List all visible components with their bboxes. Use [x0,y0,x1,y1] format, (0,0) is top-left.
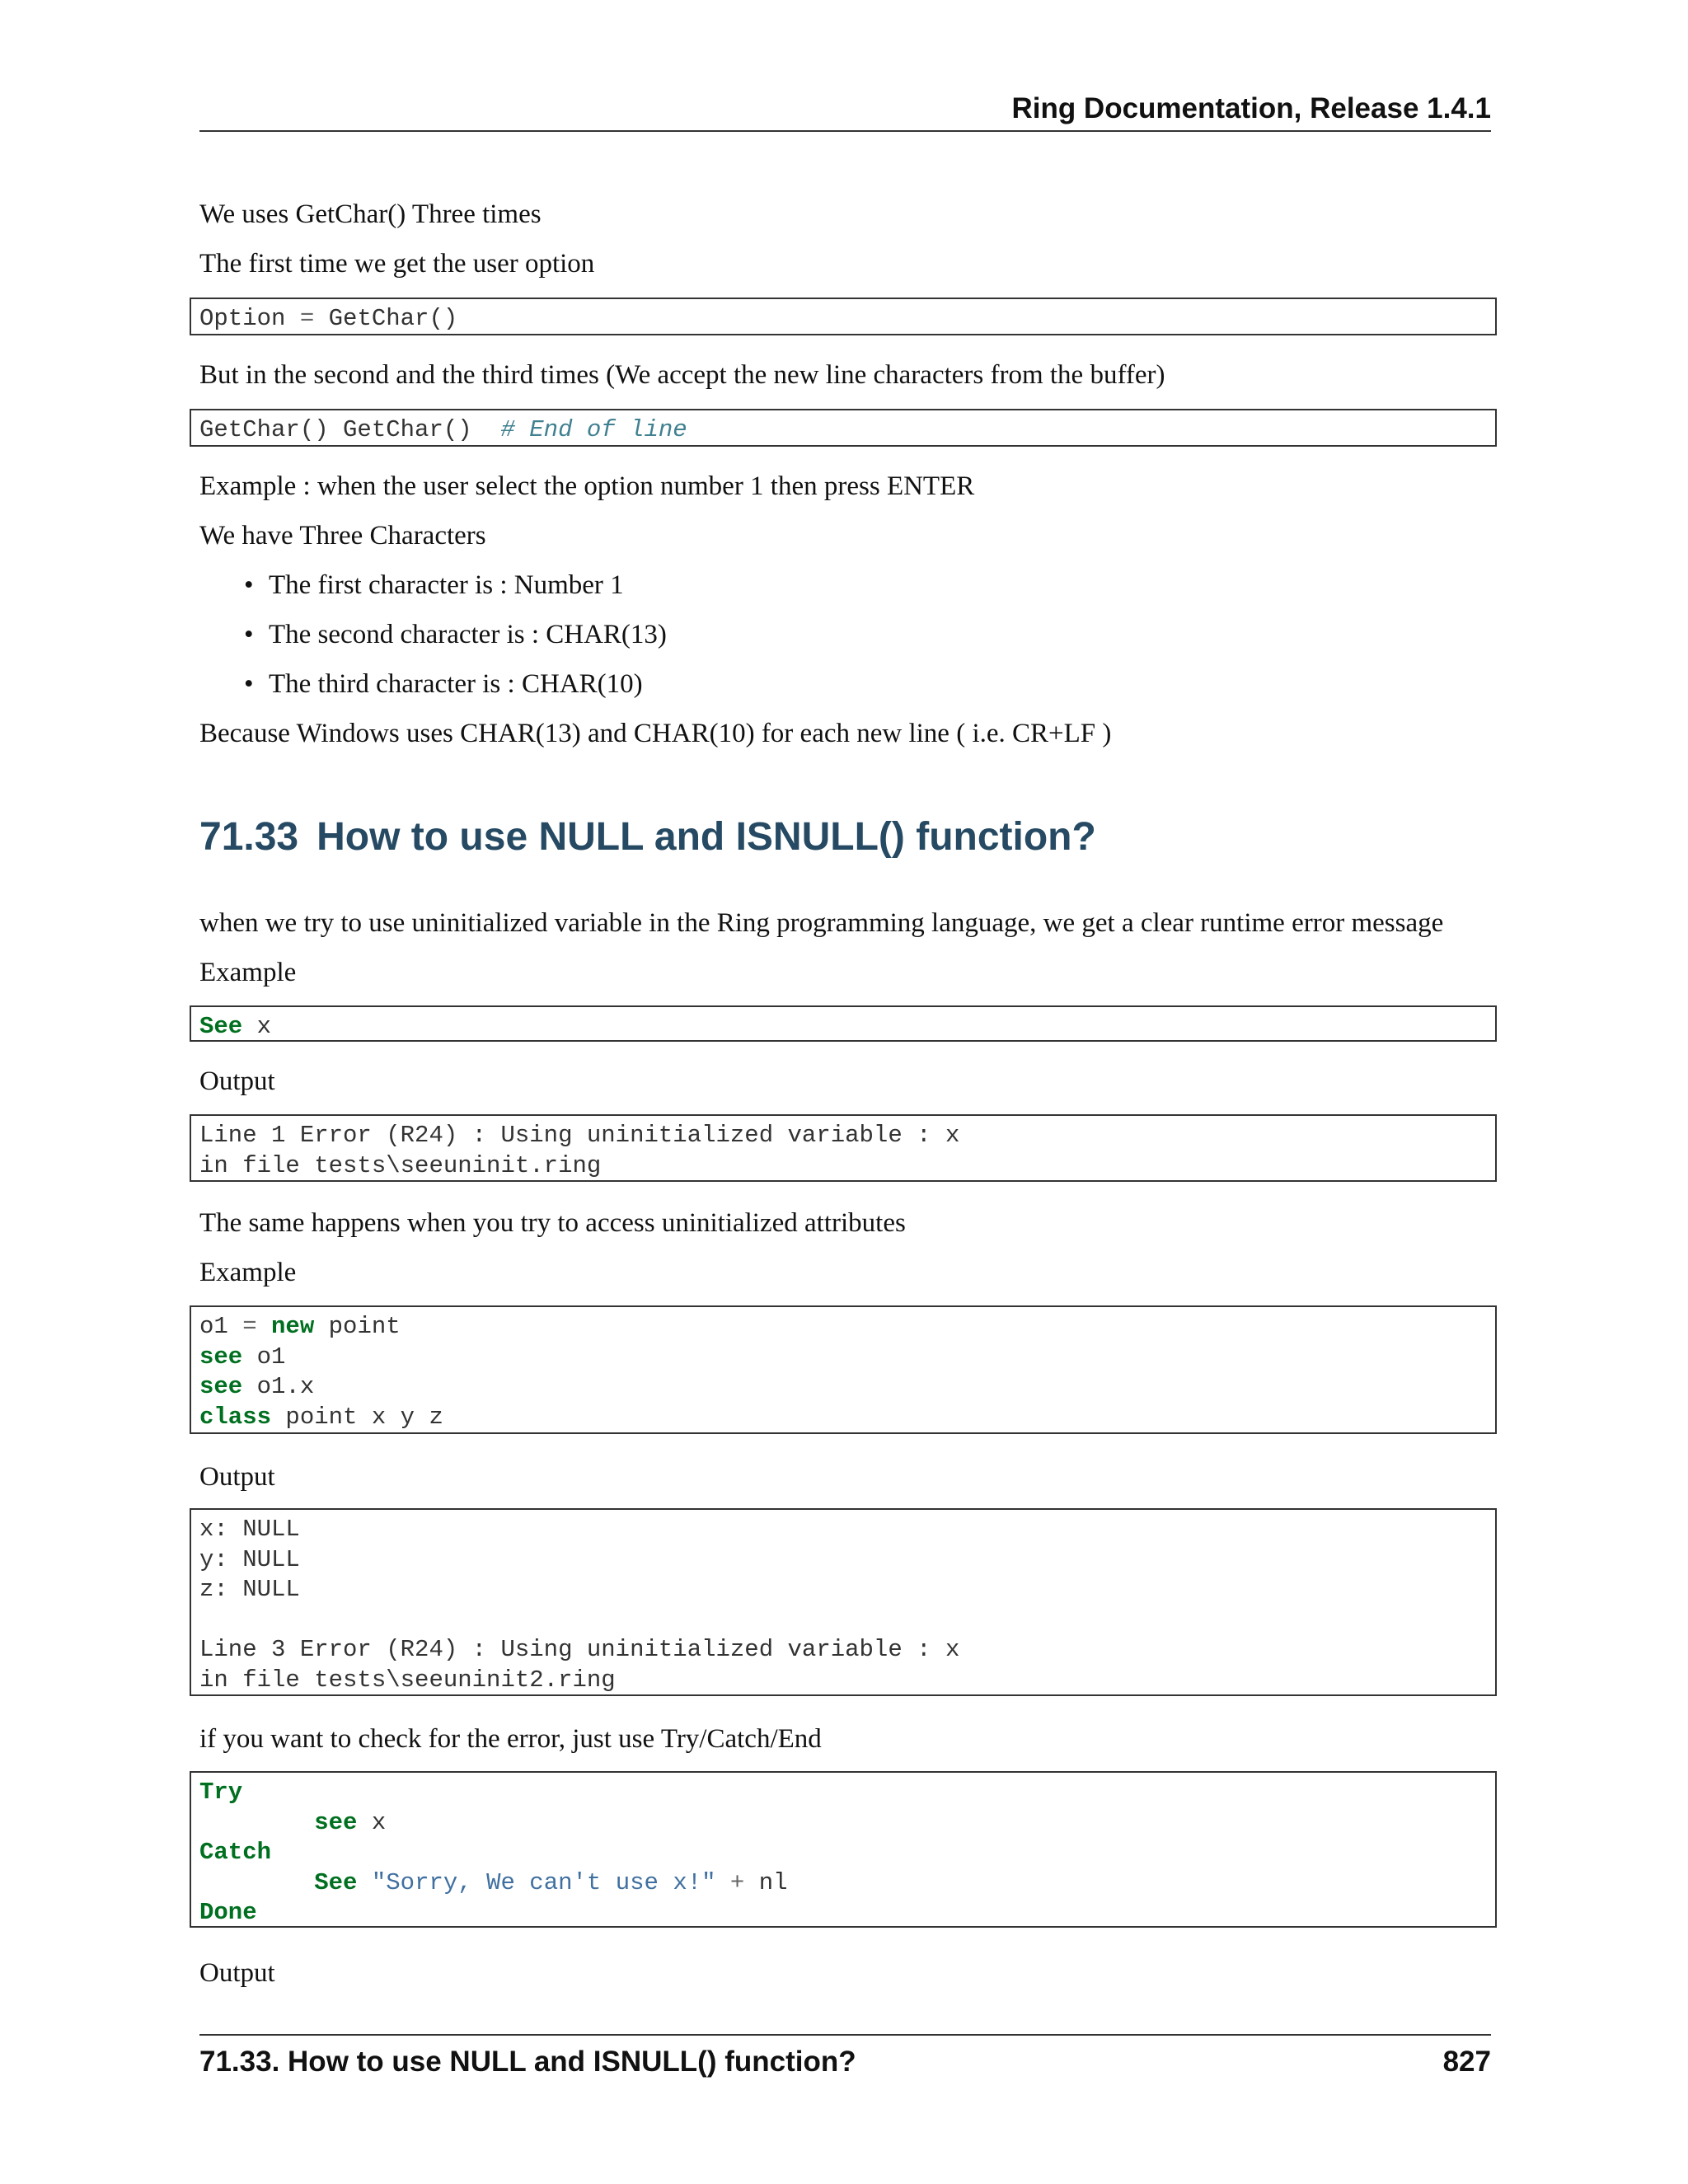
footer-section-title: 71.33. How to use NULL and ISNULL() function? [199,2046,856,2078]
paragraph: The first time we get the user option [199,249,595,279]
section-heading [199,814,1096,860]
paragraph: We have Three Characters [199,521,486,551]
paragraph: The same happens when you try to access uninitialized attributes [199,1208,906,1238]
running-footer [199,2034,1491,2078]
paragraph: if you want to check for the error, just use Try/Catch/End [199,1724,822,1754]
code-block: o1 = new point see o1 see o1.x class point x y z [190,1305,1497,1434]
bullet-icon: • [244,620,254,649]
code-block: Try see x Catch See "Sorry, We can't use x!" + nl Done [190,1771,1497,1928]
paragraph: Example : when the user select the option number 1 then press ENTER [199,471,975,501]
paragraph: Output [199,1958,275,1988]
list-item: • The second character is : CHAR(13) [244,620,667,649]
paragraph: Example [199,958,297,987]
paragraph: We uses GetChar() Three times [199,199,542,229]
paragraph: But in the second and the third times (We accept the new line characters from the buffer) [199,360,1165,390]
list-item: • The first character is : Number 1 [244,570,624,600]
paragraph: Output [199,1066,275,1096]
code-comment: # End of line [500,416,687,443]
code-block: Option = GetChar() [190,298,1497,335]
paragraph: when we try to use uninitialized variable in the Ring programming language, we get a clear runtime error message [199,908,1444,938]
header-title: Ring Documentation, Release 1.4.1 [1011,92,1491,124]
bullet-icon: • [244,570,254,600]
section-number: 71.33 [199,815,299,859]
bullet-icon: • [244,669,254,699]
paragraph: Because Windows uses CHAR(13) and CHAR(10) for each new line ( i.e. CR+LF ) [199,719,1112,748]
code-block: GetChar() GetChar() # End of line [190,409,1497,447]
output-block: Line 1 Error (R24) : Using uninitialized variable : x in file tests\seeuninit.ring [190,1114,1497,1182]
code-block: See x [190,1005,1497,1042]
running-header [199,92,1491,132]
section-title-text: How to use NULL and ISNULL() function? [316,815,1096,859]
list-item: • The third character is : CHAR(10) [244,669,643,699]
paragraph: Output [199,1462,275,1492]
output-block: x: NULL y: NULL z: NULL Line 3 Error (R24) : Using uninitialized variable : x in file tests\seeuninit2.ring [190,1508,1497,1696]
paragraph: Example [199,1258,297,1287]
page-number: 827 [1442,2046,1491,2078]
